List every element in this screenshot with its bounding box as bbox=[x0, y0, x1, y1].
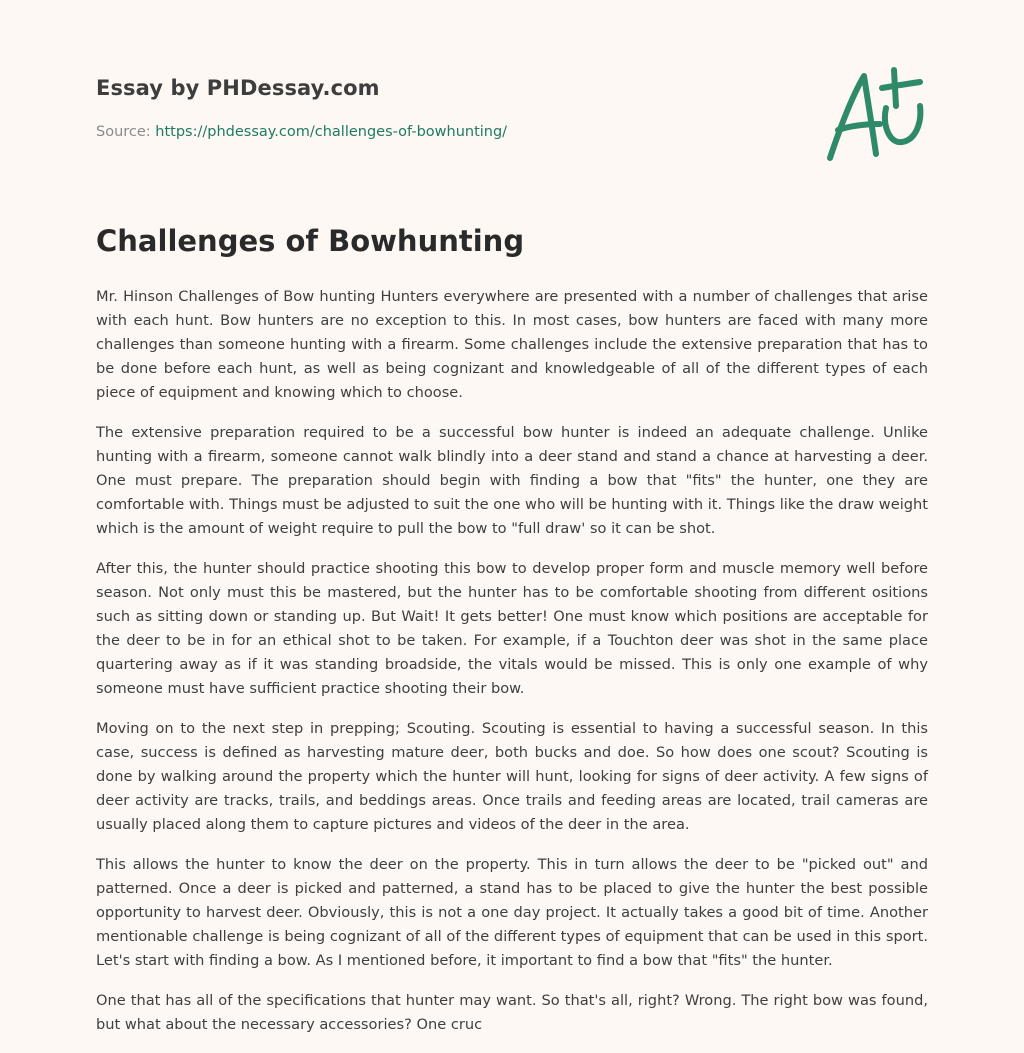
essay-paragraph: Moving on to the next step in prepping; Scouting. Scouting is essential to having a successful season. In this case, success is defined as harvesting mature deer, both bucks and doe. So how does one scout? Scouting is done by walking around the property which the hunter will hunt, looking for signs of deer activity. A few signs of deer activity are tracks, trails, and beddings areas. Once trails and feeding areas are located, trail cameras are usually placed along them to capture pictures and videos of the deer in the area. bbox=[96, 720, 928, 833]
source-link[interactable]: https://phdessay.com/challenges-of-bowhunting/ bbox=[155, 124, 508, 140]
essay-paragraph: The extensive preparation required to be a successful bow hunter is indeed an adequate challenge. Unlike hunting with a firearm, someone cannot walk blindly into a deer stand and stand a chance at harvesting a deer. One must prepare. The preparation should begin with finding a bow that "fits" the hunter, one they are comfortable with. Things must be adjusted to suit the one who will be hunting with it. Things like the draw weight which is the amount of weight require to pull the bow to "full draw' so it can be shot. bbox=[96, 424, 928, 537]
source-line bbox=[96, 124, 507, 140]
essay-body bbox=[96, 285, 928, 1053]
essay-paragraph: After this, the hunter should practice shooting this bow to develop proper form and muscle memory well before season. Not only must this be mastered, but the hunter has to be comfortable shooting from different ositions such as sitting down or standing up. But Wait! It gets better! One must know which positions are acceptable for the deer to be in for an ethical shot to be taken. For example, if a Touchton deer was shot in the same place quartering away as if it was standing broadside, the vitals would be missed. This is only one example of why someone must have sufficient practice shooting their bow. bbox=[96, 560, 928, 697]
essay-page bbox=[96, 0, 928, 1033]
source-label: Source: bbox=[96, 124, 151, 140]
a-plus-logo-icon bbox=[824, 66, 928, 166]
essay-paragraph: One that has all of the specifications that hunter may want. So that's all, right? Wrong. The right bow was found, but what about the necessary accessories? One cruc bbox=[96, 992, 928, 1033]
essay-title: Challenges of Bowhunting bbox=[96, 224, 525, 258]
essay-paragraph: This allows the hunter to know the deer on the property. This in turn allows the deer to be "picked out" and patterned. Once a deer is picked and patterned, a stand has to be placed to give the hunter the best possible opportunity to harvest deer. Obviously, this is not a one day project. It actually takes a good bit of time. Another mentionable challenge is being cognizant of all of the different types of equipment that can be used in this sport. Let's start with finding a bow. As I mentioned before, it important to find a bow that "fits" the hunter. bbox=[96, 856, 928, 969]
page-header bbox=[96, 0, 928, 200]
essay-paragraph: Mr. Hinson Challenges of Bow hunting Hunters everywhere are presented with a number of challenges that arise with each hunt. Bow hunters are no exception to this. In most cases, bow hunters are faced with many more challenges than someone hunting with a firearm. Some challenges include the extensive preparation that has to be done before each hunt, as well as being cognizant and knowledgeable of all of the different types of each piece of equipment and knowing which to choose. bbox=[96, 288, 928, 401]
site-title: Essay by PHDessay.com bbox=[96, 76, 380, 100]
